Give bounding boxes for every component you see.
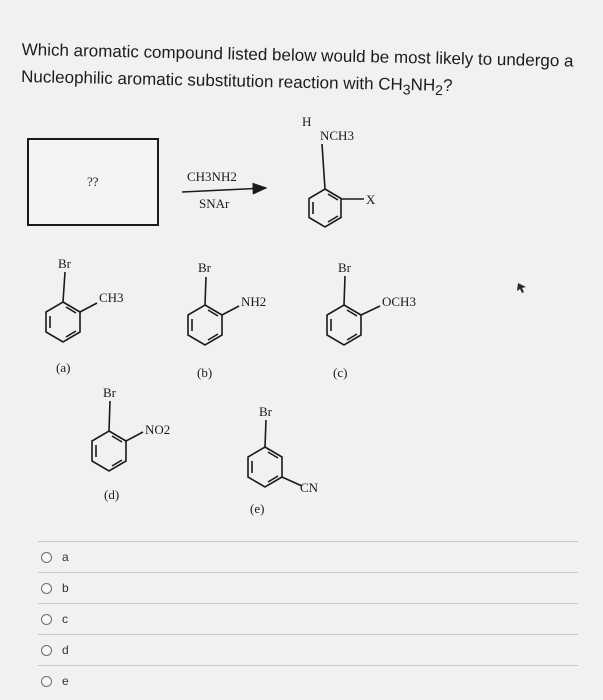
product-h-label: H: [302, 114, 312, 129]
compound-e-substituent: CN: [300, 480, 319, 495]
option-a[interactable]: [38, 541, 578, 572]
compound-c-substituent: OCH3: [382, 294, 416, 309]
product-substituent-label: NCH3: [320, 128, 354, 143]
compound-a: [46, 256, 124, 375]
reaction-arrow: [182, 188, 266, 192]
option-label: e: [62, 674, 69, 688]
product-x-label: X: [366, 192, 376, 207]
compound-a-letter: (a): [56, 360, 71, 375]
radio-icon[interactable]: [41, 676, 52, 687]
compound-d-letter: (d): [104, 487, 120, 502]
compound-e-letter: (e): [250, 501, 265, 516]
compound-c-letter: (c): [333, 365, 348, 380]
compound-e-br: Br: [259, 404, 272, 419]
compound-c: [327, 260, 416, 380]
compound-e: [248, 404, 319, 516]
answer-options: [38, 541, 578, 696]
radio-icon[interactable]: [41, 645, 52, 656]
option-label: b: [62, 581, 69, 595]
compound-b-br: Br: [198, 260, 211, 275]
compound-c-br: Br: [338, 260, 351, 275]
compound-b: [188, 260, 266, 380]
unknown-reactant-label: ??: [87, 174, 99, 189]
compound-a-br: Br: [58, 256, 71, 271]
reagent-bottom-label: SNAr: [199, 196, 230, 211]
compound-b-substituent: NH2: [241, 294, 267, 309]
mouse-cursor-icon: [517, 283, 526, 293]
compound-d-br: Br: [103, 385, 116, 400]
product-benzene-ring: [309, 189, 341, 227]
reagent-top-label: CH3NH2: [187, 169, 237, 184]
option-e[interactable]: [38, 665, 578, 696]
option-c[interactable]: [38, 603, 578, 634]
option-b[interactable]: [38, 572, 578, 603]
compound-b-letter: (b): [197, 365, 213, 380]
compound-d: [92, 385, 170, 502]
option-label: d: [62, 643, 69, 657]
option-d[interactable]: [38, 634, 578, 665]
option-label: a: [62, 550, 69, 564]
question-line-2: Nucleophilic aromatic substitution reaction with $CH_3NH_2$?: [20, 66, 453, 100]
compound-d-substituent: NO2: [145, 422, 171, 437]
question-line-1: Which aromatic compound listed below would be most likely to undergo a: [21, 39, 574, 71]
radio-icon[interactable]: [41, 614, 52, 625]
compound-a-substituent: CH3: [99, 290, 124, 305]
product-bond-n: [322, 144, 325, 189]
radio-icon[interactable]: [41, 552, 52, 563]
option-label: c: [62, 612, 68, 626]
radio-icon[interactable]: [41, 583, 52, 594]
